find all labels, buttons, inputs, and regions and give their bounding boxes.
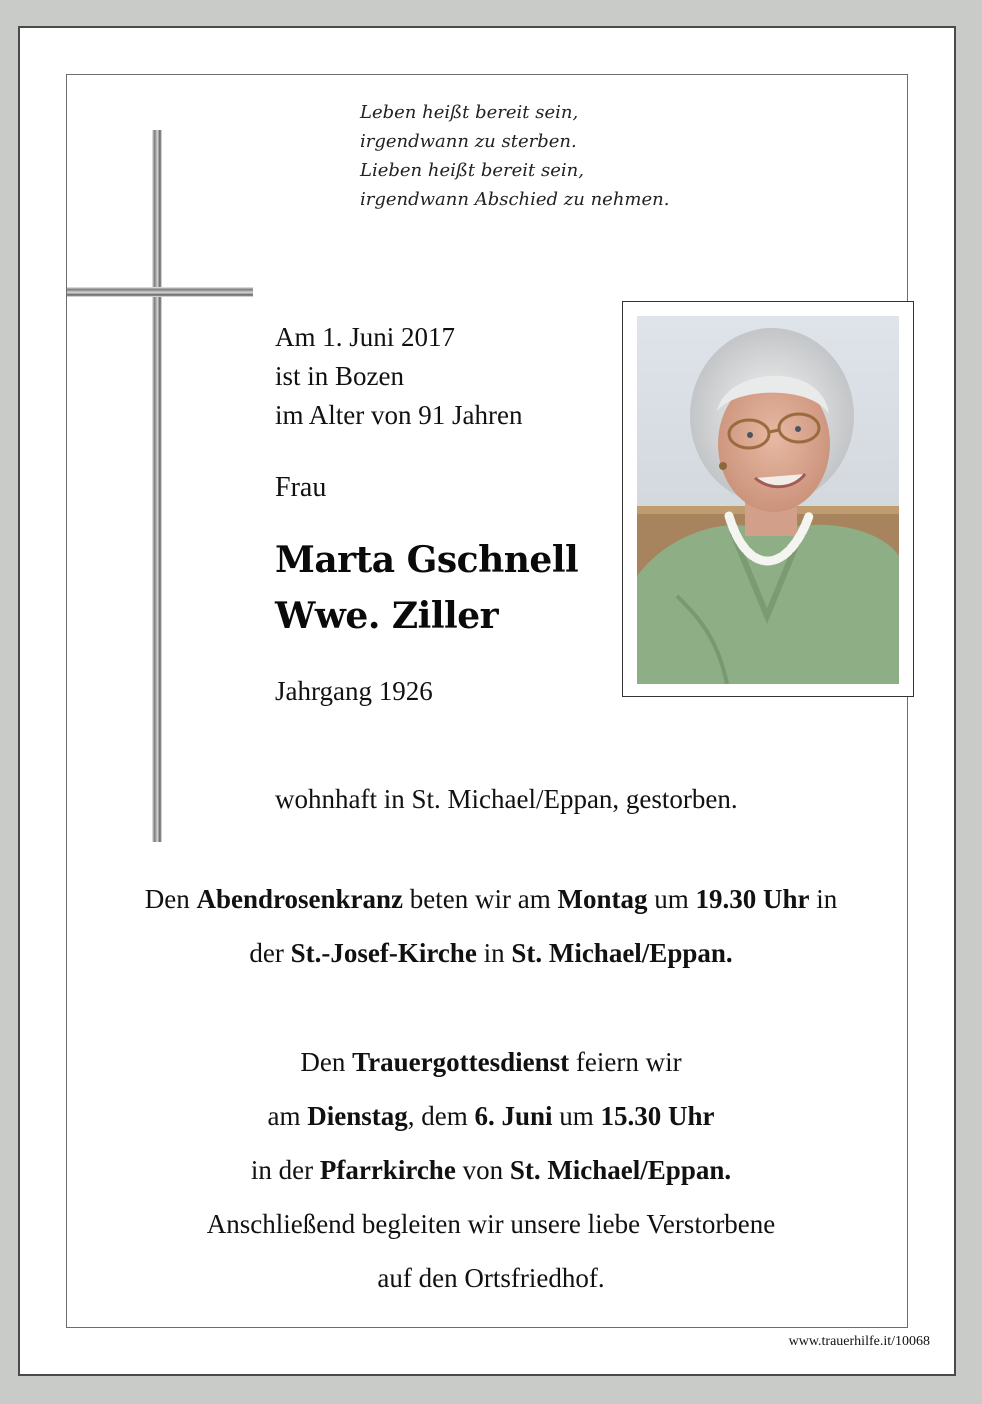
- name-line-2: Wwe. Ziller: [275, 595, 499, 637]
- quote-line: Leben heißt bereit sein,: [360, 102, 579, 123]
- funeral-date: 6. Juni: [474, 1101, 553, 1131]
- death-age: im Alter von 91 Jahren: [275, 400, 523, 430]
- death-date: Am 1. Juni 2017: [275, 322, 456, 352]
- burial-line-2: auf den Ortsfriedhof.: [377, 1263, 605, 1293]
- text: feiern wir: [569, 1047, 682, 1077]
- salutation: Frau: [275, 472, 327, 503]
- funeral-day: Dienstag: [307, 1101, 408, 1131]
- quote-line: Lieben heißt bereit sein,: [360, 160, 584, 181]
- funeral-location: St. Michael/Eppan.: [509, 1155, 732, 1185]
- portrait-photo-icon: [637, 316, 899, 684]
- death-info: [275, 318, 522, 435]
- rosary-church: St.-Josef-Kirche: [290, 938, 477, 968]
- quote-line: irgendwann Abschied zu nehmen.: [360, 189, 670, 210]
- text: am: [267, 1101, 308, 1131]
- text: um: [647, 884, 696, 914]
- deceased-name: [275, 532, 578, 644]
- text: von: [455, 1155, 510, 1185]
- quote-line: irgendwann zu sterben.: [360, 131, 577, 152]
- cross-horizontal-bar: [67, 287, 253, 297]
- quote-block: [360, 98, 780, 214]
- text: in der: [250, 1155, 320, 1185]
- name-line-1: Marta Gschnell: [275, 539, 579, 581]
- birth-year: Jahrgang 1926: [275, 676, 433, 706]
- funeral-church: Pfarrkirche: [319, 1155, 456, 1185]
- funeral-time: 15.30 Uhr: [600, 1101, 715, 1131]
- photo-frame: [622, 301, 914, 697]
- source-url: www.trauerhilfe.it/10068: [788, 1334, 930, 1349]
- funeral-announcement: [60, 1035, 922, 1305]
- death-place: ist in Bozen: [275, 361, 404, 391]
- burial-line-1: Anschließend begleiten wir unsere liebe Verstorbene: [206, 1209, 776, 1239]
- rosary-location: St. Michael/Eppan.: [511, 938, 733, 968]
- text: um: [552, 1101, 601, 1131]
- rosary-time: 19.30 Uhr: [695, 884, 810, 914]
- residence: wohnhaft in St. Michael/Eppan, gestorben.: [275, 784, 738, 814]
- text: in: [809, 884, 838, 914]
- text: , dem: [407, 1101, 475, 1131]
- rosary-announcement: [60, 872, 922, 980]
- text: in: [476, 938, 512, 968]
- text: der: [249, 938, 291, 968]
- rosary-day: Montag: [557, 884, 648, 914]
- funeral-label: Trauergottesdienst: [352, 1047, 570, 1077]
- rosary-label: Abendrosenkranz: [196, 884, 404, 914]
- cross-vertical-bar: [152, 130, 162, 842]
- text: Den: [300, 1047, 353, 1077]
- text: Den: [144, 884, 197, 914]
- text: beten wir am: [403, 884, 558, 914]
